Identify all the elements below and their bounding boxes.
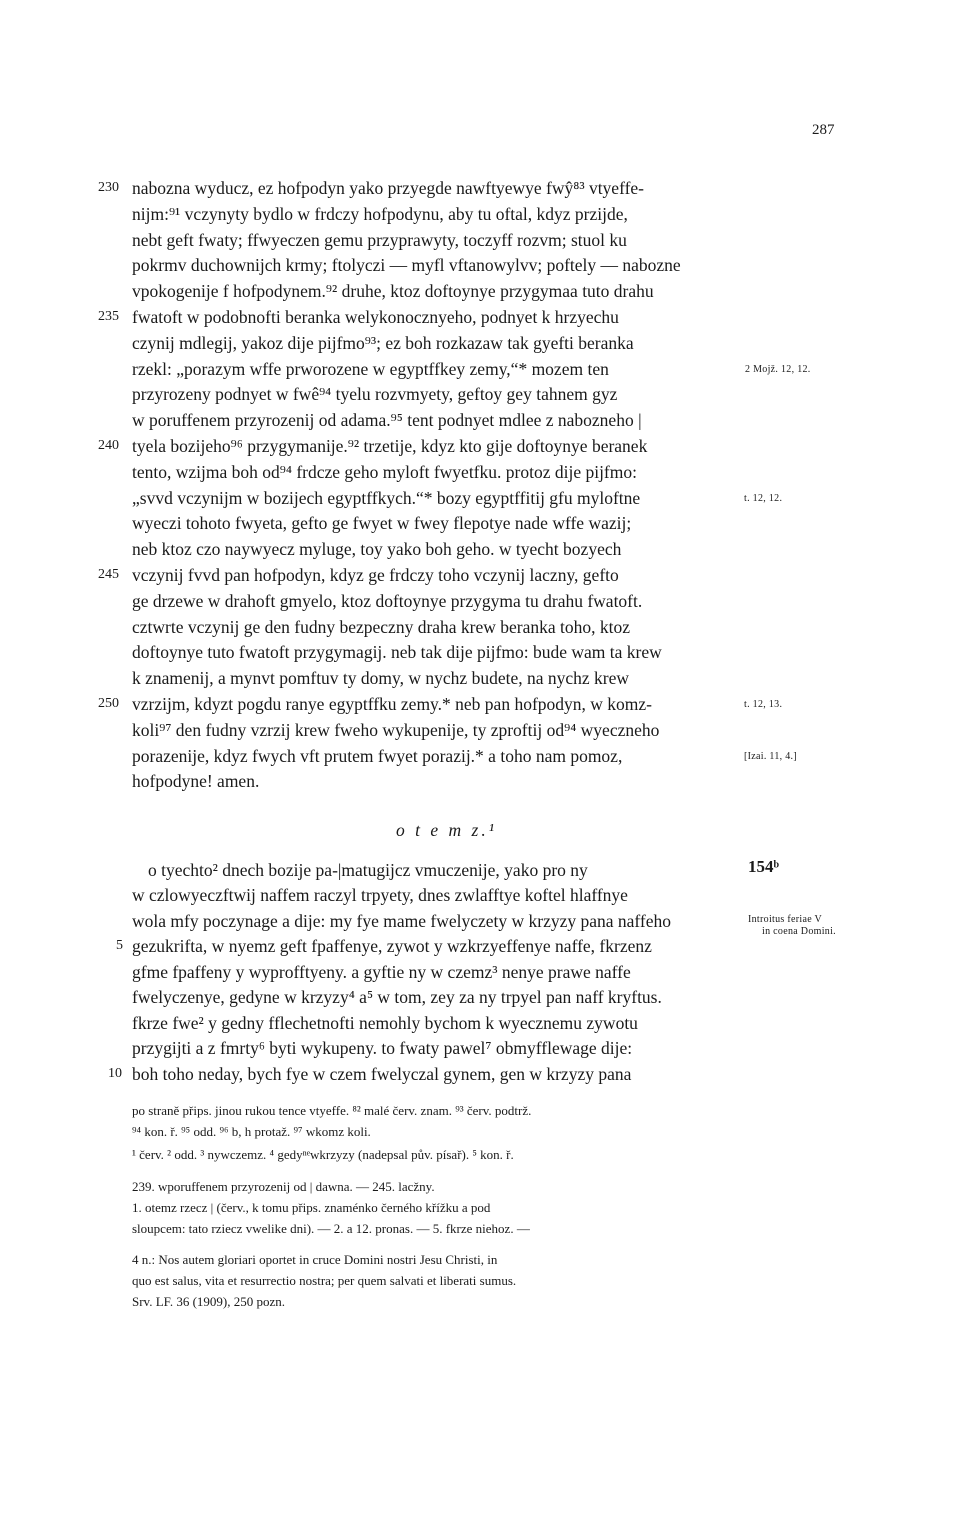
text-line: o tyechto² dnech bozije pa-|matugijcz vmuczenije, yako pro ny [148, 860, 588, 880]
text-line: wyeczi tohoto fwyeta, gefto ge fwyet w fwey flepotye nade wffe wazij; [132, 513, 632, 533]
text-line: fwelyczenye, gedyne w krzyzy⁴ a⁵ w tom, zey za ny trpyel pan naff kryftus. [132, 987, 662, 1007]
margin-note-introitus: Introitus feriae V [748, 914, 823, 925]
text-line: vzrzijm, kdyzt pogdu ranye egyptffku zemy.* neb pan hofpodyn, w komz- [132, 694, 653, 714]
text-line: neb ktoz czo naywyecz myluge, toy yako boh geho. w tyecht bozyech [132, 539, 622, 559]
line-number: 230 [98, 180, 119, 195]
text-line: porazenije, kdyz fwych vft prutem fwyet porazij.* a toho nam pomoz, [132, 746, 623, 766]
text-line: tento, wzijma boh od⁹⁴ frdcze geho myloft fwyetfku. protoz dije pijfmo: [132, 462, 637, 482]
text-line: czynij mdlegij, yakoz dije pijfmo⁹³; ez boh rozkazaw tak gyefti beranka [132, 333, 634, 353]
text-line: „svvd vczynijm w bozijech egyptffkych.“* bozy egyptffitij gfu myloftne [132, 488, 641, 508]
text-line: rzekl: „porazym wffe prworozene w egyptffkey zemy,“* mozem ten [132, 359, 609, 379]
text-line: fkrze fwe² y gedny fflechetnofti nemohly bychom k wyecznemu zywotu [132, 1013, 638, 1033]
line-number: 10 [108, 1066, 122, 1081]
text-line: vpokogenije f hofpodynem.⁹² druhe, ktoz doftoynye przygymaa tuto drahu [132, 281, 654, 301]
margin-reference: t. 12, 12. [744, 493, 783, 504]
text-line: przygijti a z fmrty⁶ byti wykupeny. to fwaty pawel⁷ obmyfflewage dije: [132, 1038, 633, 1058]
line-number: 250 [98, 696, 119, 711]
text-line: cztwrte vczynij ge den fudny bezpeczny draha krew beranka toho, ktoz [132, 617, 631, 637]
margin-note-coena: in coena Domini. [762, 926, 836, 937]
margin-reference: 2 Mojž. 12, 12. [745, 364, 811, 375]
text-line: tyela bozijeho⁹⁶ przygymanije.⁹² trzetije, kdyz kto gije doftoynye beranek [132, 436, 648, 456]
text-line: hofpodyne! amen. [132, 771, 260, 791]
page-marker: 154ᵇ [748, 857, 780, 876]
margin-reference: t. 12, 13. [744, 699, 783, 710]
page-number: 287 [812, 122, 835, 138]
text-line: w poruffenem przyrozenij od adama.⁹⁵ tent podnyet mdlee z nabozneho | [132, 410, 642, 430]
text-line: nebt geft fwaty; ffwyeczen gemu przyprawyty, toczyff rozvm; stuol ku [132, 230, 627, 250]
text-line: k znamenij, a mynvt pomftuv ty domy, w nychz budete, na nychz krew [132, 668, 629, 688]
footnote-line: 4 n.: Nos autem gloriari oportet in cruce Domini nostri Jesu Christi, in [132, 1252, 498, 1267]
text-line: ge drzewe w drahoft gmyelo, ktoz doftoynye przygyma tu drahu fwatoft. [132, 591, 643, 611]
footnote-line: ¹ červ. ² odd. ³ nywczemz. ⁴ gedyⁿᵉwkrzyzy (nadepsal pův. písař). ⁵ kon. ř. [132, 1147, 514, 1162]
line-number: 245 [98, 567, 119, 582]
text-line: koli⁹⁷ den fudny vzrzij krew fweho wykupenije, ty zproftij od⁹⁴ wyeczneho [132, 720, 660, 740]
text-line: w czlowyeczftwij naffem raczyl trpyety, dnes zwlafftye koftel hlaffnye [132, 885, 628, 905]
text-line: gezukrifta, w nyemz geft fpaffenye, zywot y wzkrzyeffenye naffe, fkrzenz [132, 936, 652, 956]
footnote-line: Srv. LF. 36 (1909), 250 pozn. [132, 1294, 286, 1309]
text-line: pokrmv duchownijch krmy; ftolyczi — myfl vftanowylvv; poftely — nabozne [132, 255, 681, 275]
text-line: gfme fpaffeny y wyprofftyeny. a gyftie ny w czemz³ nenye prawe naffe [132, 962, 631, 982]
line-number: 235 [98, 309, 119, 324]
section-heading: o t e m z.¹ [396, 820, 497, 840]
text-line: boh toho neday, bych fye w czem fwelyczal gynem, gen w krzyzy pana [132, 1064, 632, 1084]
footnote-line: 1. otemz rzecz | (červ., k tomu přips. znaménko černého křížku a pod [132, 1200, 491, 1215]
footnote-line: 239. wporuffenem przyrozenij od | dawna. — 245. lacžny. [132, 1179, 435, 1194]
line-number: 5 [116, 938, 123, 953]
line-number: 240 [98, 438, 119, 453]
text-line: przyrozeny podnyet w fwê⁹⁴ tyelu rozvmyety, geftoy gey tahnem gyz [132, 384, 618, 404]
footnote-line: quo est salus, vita et resurrectio nostra; per quem salvati et liberati sumus. [132, 1273, 517, 1288]
text-line: nijm:⁹¹ vczynyty bydlo w frdczy hofpodynu, aby tu oftal, kdyz przijde, [132, 204, 628, 224]
footnote-line: ⁹⁴ kon. ř. ⁹⁵ odd. ⁹⁶ b, h protaž. ⁹⁷ wkomz koli. [132, 1124, 371, 1139]
margin-reference: [Izai. 11, 4.] [744, 751, 797, 762]
text-line: nabozna wyducz, ez hofpodyn yako przyegde nawftyewye fwŷ⁸³ vtyeffe- [132, 178, 645, 198]
text-line: wola mfy poczynage a dije: my fye mame fwelyczety w krzyzy pana naffeho [132, 911, 672, 931]
footnote-line: sloupcem: tato rziecz vwelike dni). — 2. a 12. pronas. — 5. fkrze niehoz. — [132, 1221, 530, 1236]
text-line: fwatoft w podobnofti beranka welykonocznyeho, podnyet k hrzyechu [132, 307, 619, 327]
text-line: vczynij fvvd pan hofpodyn, kdyz ge frdczy toho vczynij laczny, gefto [132, 565, 619, 585]
text-line: doftoynye tuto fwatoft przygymagij. neb tak dije pijfmo: bude wam ta krew [132, 642, 662, 662]
footnote-line: po straně přips. jinou rukou tence vtyeffe. ⁸² malé červ. znam. ⁹³ červ. podtrž. [132, 1103, 532, 1118]
